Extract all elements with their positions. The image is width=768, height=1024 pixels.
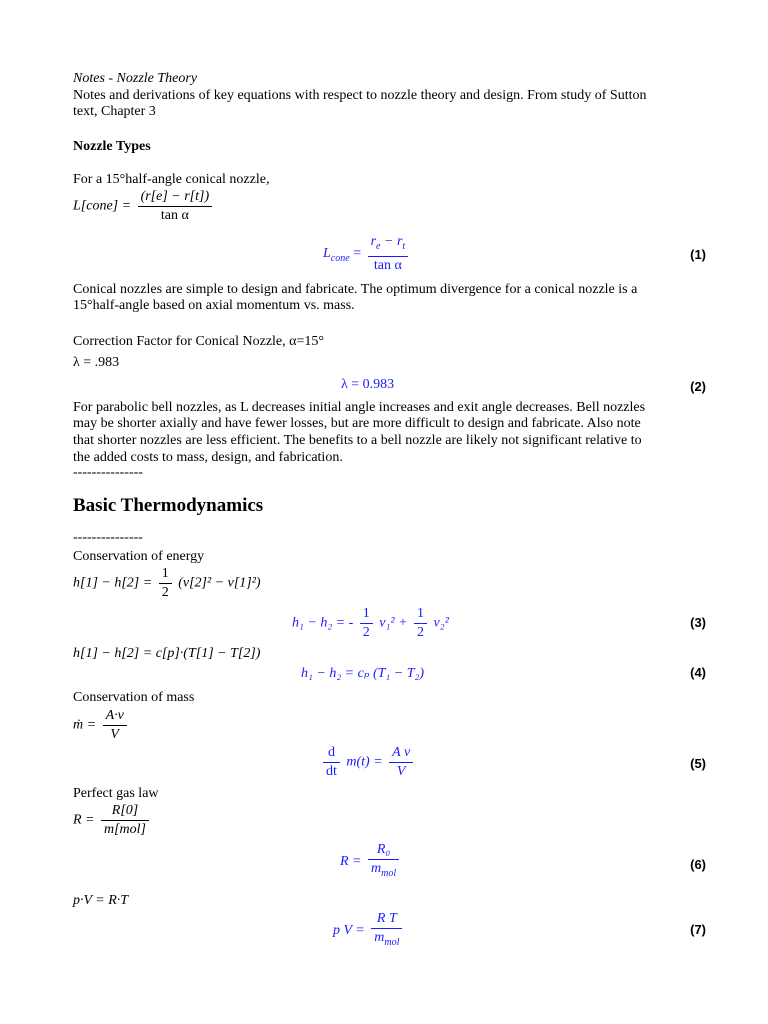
correction-factor-title: Correction Factor for Conical Nozzle, α=15° [73, 334, 324, 349]
bell-line-4: the added costs to mass, design, and fabrication. [73, 450, 343, 465]
eq7-den-sub: mol [384, 936, 400, 948]
mass-plain-formula [73, 708, 130, 743]
eq5-den: V [396, 764, 406, 779]
eq1-denominator: tan α [373, 257, 402, 273]
gas-fraction [101, 803, 149, 838]
cone-intro: For a 15°half-angle conical nozzle, [73, 172, 270, 187]
equation-number-6: (6) [690, 857, 706, 872]
equation-3 [292, 606, 449, 641]
eq6-num: R₀ [368, 842, 399, 860]
equation-2: λ = 0.983 [341, 377, 395, 392]
equation-1: $L_{cone}$ = $\frac{r_e - r_t}{\text{tan α}}$ [323, 234, 411, 274]
eq1-num-sub-e: e [376, 240, 381, 252]
gas-lhs: R = [73, 812, 95, 828]
eq3-num-2: 1 [414, 606, 427, 624]
lambda-plain: λ = .983 [73, 355, 120, 370]
equation-number-3: (3) [690, 615, 706, 630]
eq3-end: v₂² [433, 615, 449, 631]
eq6-fraction [368, 842, 399, 882]
equation-6 [340, 842, 402, 882]
eq5-d: d [323, 745, 340, 763]
intro-line-1: Notes and derivations of key equations with respect to nozzle theory and design. From study of Sutton [73, 88, 647, 103]
document-title: Notes - Nozzle Theory [73, 71, 198, 86]
energy-plain-formula [73, 566, 261, 601]
eq6-den: m [371, 861, 382, 876]
energy-title: Conservation of energy [73, 549, 205, 564]
equation-number-2: (2) [690, 379, 706, 394]
eq7-num: R T [371, 911, 402, 929]
separator-2: --------------- [73, 530, 143, 545]
gas-den: m[mol] [104, 822, 147, 837]
eq1-num-sub-t: t [402, 240, 406, 252]
equation-number-5: (5) [690, 756, 706, 771]
energy-half-num: 1 [159, 566, 172, 584]
cone-denominator: tan α [160, 208, 189, 223]
equation-number-4: (4) [690, 665, 706, 680]
energy-rhs: (v[2]² − v[1]²) [178, 575, 261, 591]
eq5-dt: dt [326, 764, 337, 779]
eq3-den-1: 2 [362, 625, 370, 640]
mass-title: Conservation of mass [73, 690, 195, 705]
energy-half-den: 2 [161, 585, 169, 600]
conical-line-2: 15°half-angle based on axial momentum vs. mass. [73, 298, 355, 313]
eq1-lhs-sub: cone [330, 252, 350, 264]
eq3-lhs: h₁ − h₂ = - [292, 615, 354, 631]
eq1-numerator [368, 234, 409, 257]
mass-lhs: ṁ = [73, 717, 97, 733]
eq7-fraction [371, 911, 402, 951]
bell-line-1: For parabolic bell nozzles, as L decreases initial angle increases and exit angle decreases. Bell nozzles [73, 400, 646, 415]
section-heading-nozzle-types: Nozzle Types [73, 139, 151, 154]
equation-4: h₁ − h₂ = cₚ (T₁ − T₂) [301, 666, 425, 681]
equation-7 [333, 911, 405, 951]
conical-line-1: Conical nozzles are simple to design and fabricate. The optimum divergence for a conical nozzle is a [73, 282, 638, 297]
eq5-mid: m(t) = [346, 754, 383, 770]
equation-number-7: (7) [690, 922, 706, 937]
eq1-num-r: r [370, 234, 377, 249]
pv-plain-formula: p·V = R·T [73, 893, 129, 908]
gas-plain-formula [73, 803, 152, 838]
equation-number-1: (1) [690, 247, 706, 262]
intro-line-2: text, Chapter 3 [73, 104, 156, 119]
eq5-num: A v [389, 745, 413, 763]
eq5-fraction [389, 745, 413, 780]
eq3-mid: v₁² + [379, 615, 408, 631]
cone-numerator: (r[e] − r[t]) [138, 189, 213, 207]
eq1-fraction [368, 234, 409, 274]
cone-length-plain-formula [73, 189, 215, 224]
eq3-num-1: 1 [360, 606, 373, 624]
bell-line-2: may be shorter axially and have fewer losses, but are more difficult to design and fabricate. Also note [73, 416, 641, 431]
cone-lhs: L[cone] = [73, 198, 132, 214]
equation-5 [320, 745, 416, 780]
eq1-num-minus: − r [380, 234, 403, 249]
mass-fraction [103, 708, 127, 743]
cone-fraction [138, 189, 213, 224]
eq1-lhs: L [323, 246, 331, 262]
energy-half-fraction [159, 566, 172, 601]
separator-1: --------------- [73, 465, 143, 480]
eq7-lhs: p V = [333, 923, 365, 939]
energy-lhs: h[1] − h[2] = [73, 575, 153, 591]
eq3-fraction-1 [360, 606, 373, 641]
eq7-den: m [374, 930, 385, 945]
mass-num: A·v [103, 708, 127, 726]
enthalpy-plain-formula: h[1] − h[2] = c[p]·(T[1] − T[2]) [73, 646, 261, 661]
gas-law-title: Perfect gas law [73, 786, 159, 801]
eq3-den-2: 2 [417, 625, 425, 640]
mass-den: V [110, 727, 119, 742]
gas-num: R[0] [101, 803, 149, 821]
eq6-lhs: R = [340, 854, 362, 870]
eq6-den-sub: mol [381, 867, 397, 879]
section-heading-thermodynamics: Basic Thermodynamics [73, 495, 264, 516]
eq3-fraction-2 [414, 606, 427, 641]
eq5-derivative [323, 745, 340, 780]
bell-line-3: that shorter nozzles are less efficient. The benefits to a bell nozzle are likely not significant relative to [73, 433, 642, 448]
